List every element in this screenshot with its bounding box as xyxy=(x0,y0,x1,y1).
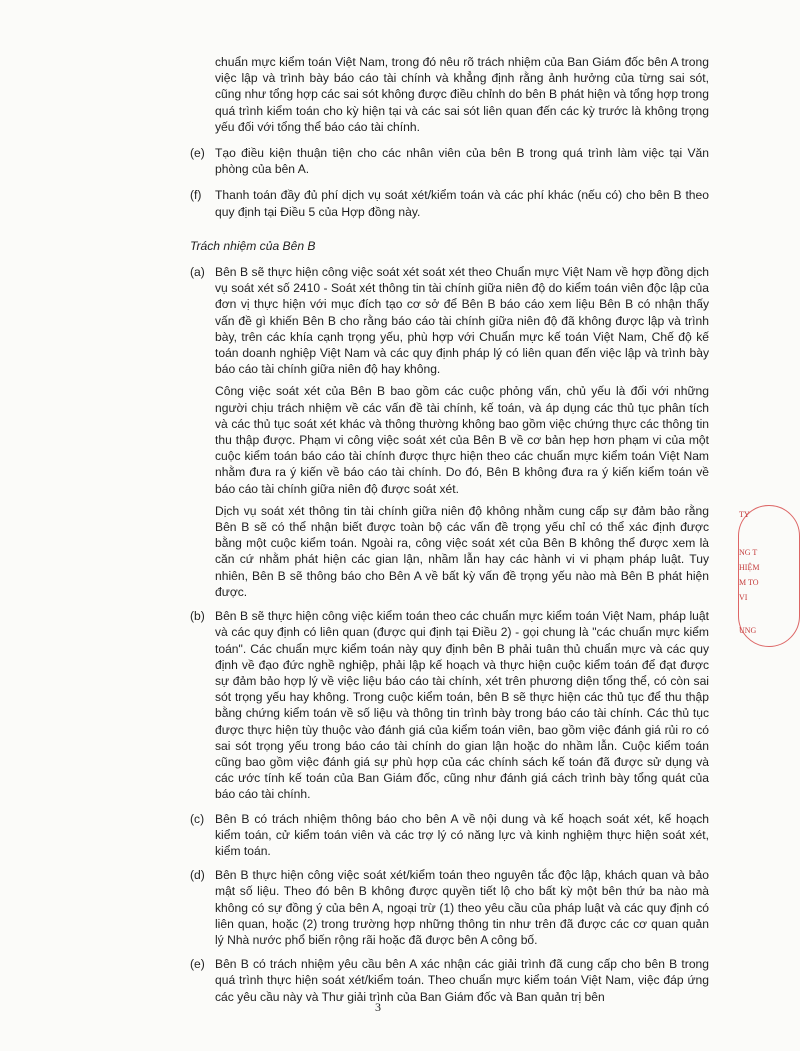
list-item-d xyxy=(177,867,709,948)
stamp-text: VI xyxy=(739,593,748,602)
list-item-e xyxy=(177,145,709,177)
list-item-paragraph: Bên B sẽ thực hiện công việc kiểm toán theo các chuẩn mực kiểm toán Việt Nam, pháp luật và các quy định có liên quan (được qui định tại Điều 2) - gọi chung là "các chuẩn mực kiểm toán". Các chuẩn mực kiểm toán này quy định bên B phải tuân thủ chuẩn mực và các quy định về đạo đức nghề nghiệp, phải lập kế hoạch và thực hiện cuộc kiểm toán để đạt được sự đảm bảo hợp lý về việc liệu báo cáo tài chính, xét trên phương diện tổng thể, có còn sai sót trọng yếu hay không. Trong cuộc kiểm toán, bên B sẽ thực hiện các thủ tục để thu thập bằng chứng kiểm toán về số liệu và thông tin trình bày trong báo cáo tài chính. Các thủ tục được thực hiện tùy thuộc vào đánh giá của kiểm toán viên, bao gồm việc đánh giá rủi ro có sai sót trọng yếu trong báo cáo tài chính do gian lận hoặc do nhầm lẫn. Cuộc kiểm toán cũng bao gồm việc đánh giá sự phù hợp của các chính sách kế toán đã được sử dụng và các ước tính kế toán của Ban Giám đốc, cũng như đánh giá cách trình bày tổng quát của báo cáo tài chính. xyxy=(215,609,709,802)
list-item-paragraph: Bên B có trách nhiệm yêu cầu bên A xác nhận các giải trình đã cung cấp cho bên B trong quá trình thực hiện soát xét/kiểm toán. Theo chuẩn mực kiểm toán Việt Nam, việc đáp ứng các yêu cầu này và Thư giải trình của Ban Giám đốc và Ban quản trị bên xyxy=(215,957,709,1004)
page-number: 3 xyxy=(375,1000,381,1014)
list-item-paragraph: Bên B có trách nhiệm thông báo cho bên A về nội dung và kế hoạch soát xét, kế hoạch kiểm toán, cử kiểm toán viên và các trợ lý có năng lực và kinh nghiệm thực hiện soát xét, kiểm toán. xyxy=(215,811,709,858)
intro-paragraph: chuẩn mực kiểm toán Việt Nam, trong đó nêu rõ trách nhiệm của Ban Giám đốc bên A trong việc lập và trình bày báo cáo tài chính và khẳng định rằng ảnh hưởng của từng sai sót, cũng như tổng hợp các sai sót không được điều chỉnh do bên B phát hiện và tổng hợp trong quá trình kiểm toán cho kỳ hiện tại và các sai sót liên quan đến các kỳ trước là không trọng yếu đối với tổng thể báo cáo tài chính. xyxy=(215,55,709,134)
list-item-text: Tạo điều kiện thuận tiện cho các nhân viên của bên B trong quá trình làm việc tại Văn phòng của bên A. xyxy=(215,146,709,177)
list-item-label: (e) xyxy=(190,146,205,161)
list-item-label: (e) xyxy=(190,957,205,972)
list-item-label: (d) xyxy=(190,868,205,883)
list-item-paragraph: Dịch vụ soát xét thông tin tài chính giữa niên độ không nhằm cung cấp sự đảm bảo rằng Bên B sẽ có thể nhận biết được toàn bộ các vấn đề trọng yếu chỉ có thể xác định được bằng một cuộc kiểm toán. Ngoài ra, công việc soát xét của Bên B không thể được xem là căn cứ nhằm phát hiện các gian lận, nhầm lẫn hay các hành vi vi phạm pháp luật. Tuy nhiên, Bên B sẽ thông báo cho Bên A về bất kỳ vấn đề trọng yếu nào mà Bên B phát hiện được. xyxy=(215,503,709,599)
stamp-text: HIỆM xyxy=(739,563,760,572)
list-item-label: (b) xyxy=(190,609,205,624)
list-item-text: Thanh toán đầy đủ phí dịch vụ soát xét/kiểm toán và các phí khác (nếu có) cho bên B theo quy định tại Điều 5 của Hợp đồng này. xyxy=(215,188,709,219)
section-heading: Trách nhiệm của Bên B xyxy=(190,238,316,253)
list-item-label: (c) xyxy=(190,811,205,826)
list-item-a xyxy=(177,264,709,600)
list-item-label: (f) xyxy=(190,188,202,203)
list-item-c xyxy=(177,811,709,860)
list-item-b xyxy=(177,608,709,802)
page-content xyxy=(177,54,709,1005)
list-item-f xyxy=(177,187,709,219)
list-item-label: (a) xyxy=(190,265,205,280)
list-item-paragraph: Bên B thực hiện công việc soát xét/kiểm toán theo nguyên tắc độc lập, khách quan và bảo mật số liệu. Theo đó bên B không được quyền tiết lộ cho bất kỳ một bên thứ ba nào mà không có sự đồng ý của bên A, ngoại trừ (1) theo yêu cầu của pháp luật và các quy định có liên quan, hoặc (2) trong trường hợp những thông tin như trên đã được các cơ quan quản lý Nhà nước phổ biến rộng rãi hoặc đã được bên A công bố. xyxy=(215,868,709,947)
stamp-text: TY xyxy=(739,510,750,519)
stamp-text: NG T xyxy=(739,548,758,557)
red-stamp-fragment xyxy=(736,505,760,645)
list-item-paragraph: Công việc soát xét của Bên B bao gồm các cuộc phỏng vấn, chủ yếu là đối với những người chịu trách nhiệm về các vấn đề tài chính, kế toán, và áp dụng các thủ tục phân tích và các thủ tục soát xét khác và thông thường không bao gồm việc chứng thực các thông tin thu thập được. Phạm vi công việc soát xét của Bên B về cơ bản hẹp hơn phạm vi của một cuộc kiểm toán báo cáo tài chính được thực hiện theo các chuẩn mực kiểm toán Việt Nam nhằm đưa ra ý kiến về báo cáo tài chính. Do đó, Bên B không đưa ra ý kiến kiểm toán về báo cáo tài chính giữa niên độ được soát xét. xyxy=(215,384,709,496)
list-item-e2 xyxy=(177,956,709,1005)
stamp-text: UNG xyxy=(739,626,757,635)
stamp-text: M TO xyxy=(739,578,759,587)
list-item-paragraph: Bên B sẽ thực hiện công việc soát xét soát xét theo Chuẩn mực Việt Nam về hợp đồng dịch vụ soát xét số 2410 - Soát xét thông tin tài chính giữa niên độ do kiểm toán viên độc lập của đơn vị thực hiện với mục đích tạo cơ sở để Bên B báo cáo xem liệu Bên B có nhận thấy vấn đề gì khiến Bên B cho rằng báo cáo tài chính giữa niên độ đã không được lập và trình bày, trên các khía cạnh trọng yếu, phù hợp với Chuẩn mực kế toán Việt Nam, Chế độ kế toán doanh nghiệp Việt Nam và các quy định pháp lý có liên quan đến việc lập và trình bày báo cáo tài chính giữa niên độ hay không. xyxy=(215,265,709,377)
